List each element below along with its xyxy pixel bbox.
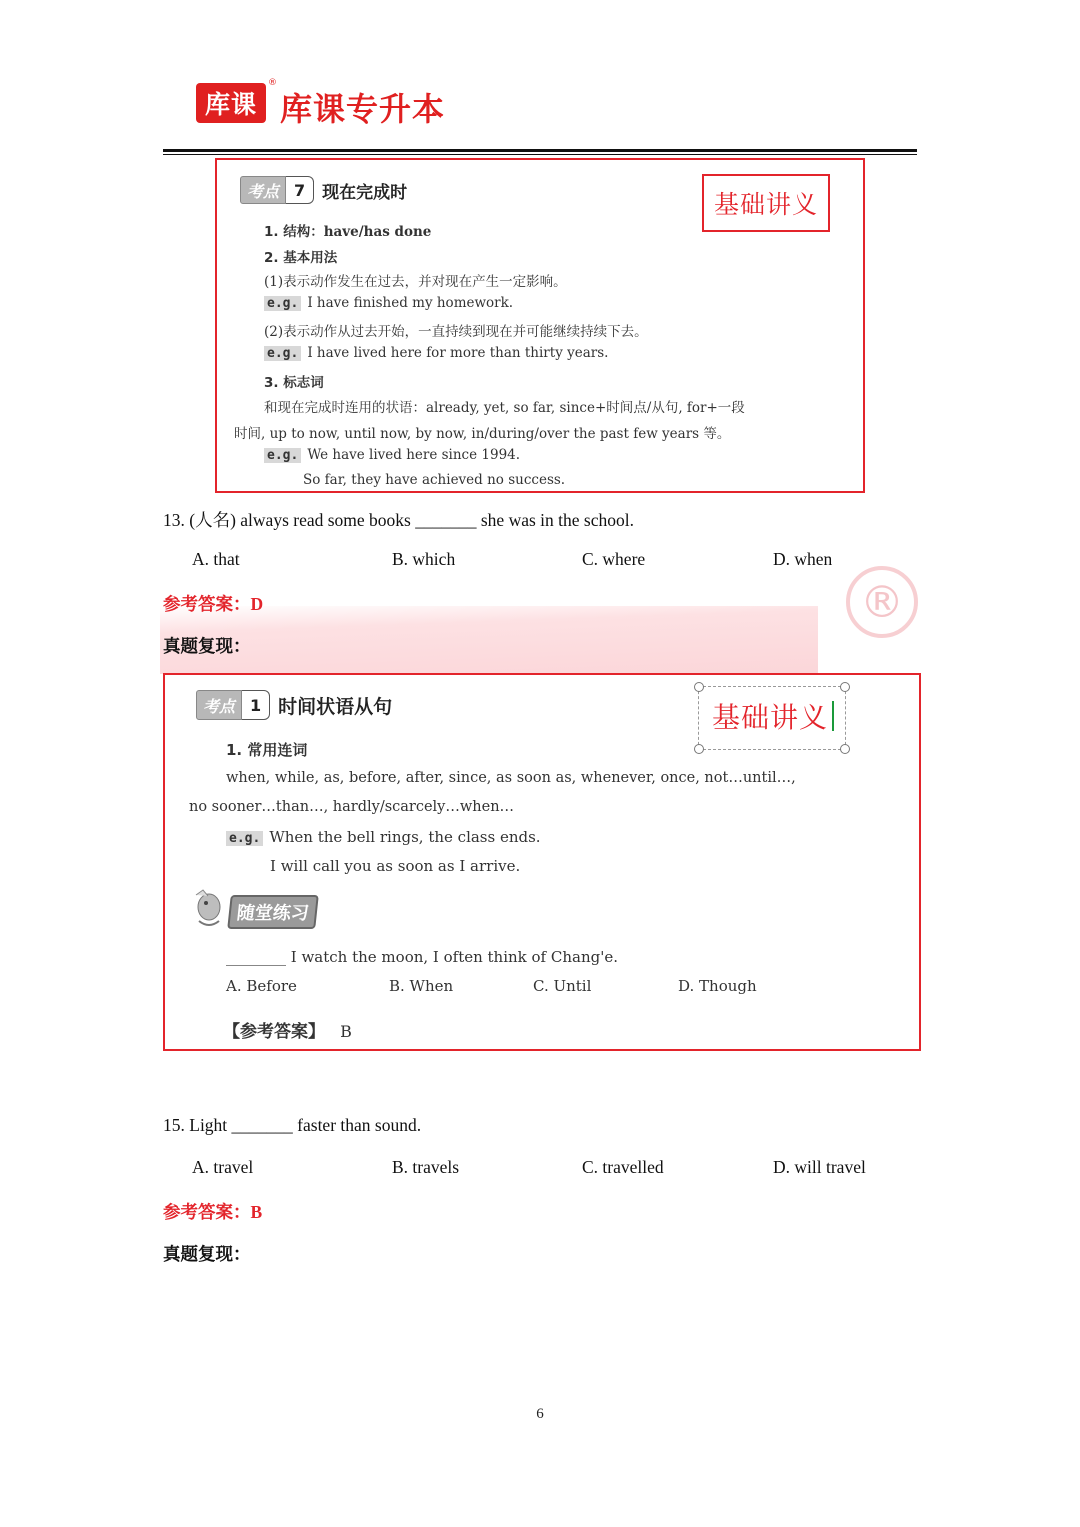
q13-option-c: C. where [582, 549, 646, 569]
lecture-stamp: 基础讲义 [711, 701, 828, 734]
conjunction-heading: 1. 常用连词 [226, 741, 308, 759]
usage-2: (2)表示动作从过去开始，一直持续到现在并可能继续持续下去。 [264, 324, 648, 340]
q13-option-a: A. that [192, 549, 240, 569]
practice-label: 随堂练习 [227, 895, 319, 929]
logo-mark: 库课 [196, 83, 266, 123]
q15-answer [163, 1199, 262, 1224]
example-3: e.g. We have lived here since 1994. [264, 447, 520, 463]
example-1: e.g. When the bell rings, the class ends. [226, 828, 541, 846]
eg-tag: e.g. [264, 346, 301, 361]
badge-number: 7 [286, 176, 314, 204]
eg-tag: e.g. [264, 296, 301, 311]
topic-badge [240, 176, 407, 204]
q15-option-a: A. travel [192, 1157, 254, 1177]
box-title: 时间状语从句 [278, 695, 393, 718]
logo-text: 库课专升本 [280, 90, 446, 128]
page-number: 6 [536, 1406, 544, 1422]
marker-heading: 3. 标志词 [264, 375, 324, 391]
resize-handle[interactable] [694, 682, 704, 692]
usage-heading: 2. 基本用法 [264, 250, 338, 266]
eg-tag: e.g. [226, 831, 263, 846]
answer-label: 参考答案： [163, 594, 251, 614]
registered-mark: ® [268, 78, 277, 88]
q13-answer [163, 591, 263, 616]
resize-handle[interactable] [840, 744, 850, 754]
q15-real-exam-label: 真题复现： [163, 1244, 251, 1264]
q13-option-d: D. when [773, 549, 833, 569]
resize-handle[interactable] [694, 744, 704, 754]
watermark-band [160, 606, 818, 674]
practice-answer-value: B [340, 1022, 352, 1041]
lecture-stamp: 基础讲义 [702, 174, 830, 232]
header-rule-thin [163, 154, 917, 155]
badge-label: 考点 [196, 690, 242, 720]
stamp-selection-frame[interactable] [698, 686, 846, 750]
topic-badge [196, 690, 392, 720]
badge-number: 1 [242, 690, 270, 720]
answer-value: B [250, 1202, 263, 1222]
example-3b: So far, they have achieved no success. [303, 472, 566, 488]
structure-line: 1. 结构：have/has done [264, 224, 432, 240]
resize-handle[interactable] [840, 682, 850, 692]
marker-words-1: 和现在完成时连用的状语：already, yet, so far, since+时间点/从句, for+一段 [264, 400, 745, 416]
box-title: 现在完成时 [322, 182, 408, 203]
header-rule-thick [163, 149, 917, 152]
q15-option-b: B. travels [392, 1157, 460, 1177]
q13-option-b: B. which [392, 549, 456, 569]
practice-question: ________ I watch the moon, I often think of Chang'e. [226, 948, 618, 966]
badge-label: 考点 [240, 176, 286, 204]
example-2: e.g. I have lived here for more than thirty years. [264, 345, 608, 361]
practice-option-c: C. Until [533, 977, 592, 995]
practice-option-b: B. When [389, 977, 454, 995]
example-2: I will call you as soon as I arrive. [270, 857, 521, 875]
q13-real-exam-label: 真题复现： [163, 636, 251, 656]
practice-answer-label: 【参考答案】 [223, 1022, 325, 1042]
question-15-stem: 15. Light _______ faster than sound. [163, 1115, 422, 1135]
example-1: e.g. I have finished my homework. [264, 295, 513, 311]
practice-option-a: A. Before [226, 977, 297, 995]
q15-option-d: D. will travel [773, 1157, 866, 1177]
answer-label: 参考答案： [163, 1202, 251, 1222]
lecture-box-time-clause [163, 673, 921, 1051]
answer-value: D [250, 594, 264, 614]
watermark-registered-icon: ® [846, 566, 918, 638]
practice-banner [193, 887, 341, 929]
practice-answer [223, 1017, 352, 1042]
marker-words-2: 时间, up to now, until now, by now, in/during/over the past few years 等。 [234, 426, 731, 442]
practice-option-d: D. Though [678, 977, 757, 995]
conjunction-list-1: when, while, as, before, after, since, as soon as, whenever, once, not…until…, [226, 770, 796, 786]
lecture-box-present-perfect [215, 158, 865, 493]
eg-tag: e.g. [264, 448, 301, 463]
question-13-stem: 13. (人名) always read some books _______ she was in the school. [163, 510, 634, 530]
conjunction-list-2: no sooner…than…, hardly/scarcely…when… [189, 799, 515, 815]
text-cursor [832, 701, 834, 731]
usage-1: (1)表示动作发生在过去，并对现在产生一定影响。 [264, 274, 567, 290]
q15-option-c: C. travelled [582, 1157, 664, 1177]
